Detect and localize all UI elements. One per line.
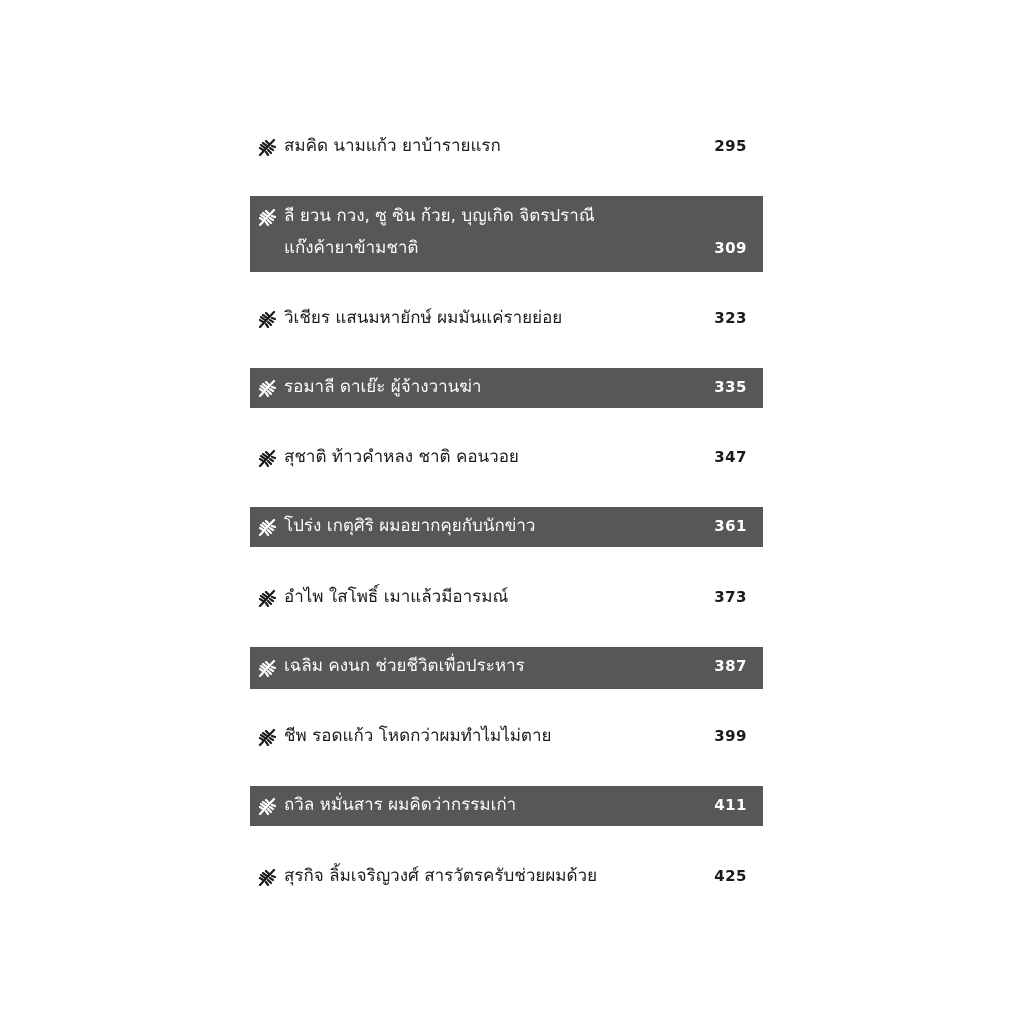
toc-entry-title: รอมาลี ดาเย๊ะ ผู้จ้างวานฆ่า [284,377,482,397]
toc-entry-title: อำไพ ใสโพธิ์ เมาแล้วมีอารมณ์ [284,587,509,607]
toc-entry-page: 425 [714,867,747,885]
toc-entry-title: ชีพ รอดแก้ว โหดกว่าผมทำไมไม่ตาย [284,726,552,746]
toc-entry-title: สุชาติ ท้าวคำหลง ชาติ คอนวอย [284,447,519,467]
toc-entry[interactable] [250,302,763,334]
toc-entry-page: 295 [714,137,747,155]
toc-entry-title: เฉลิม คงนก ช่วยชีวิตเพื่อประหาร [284,656,525,676]
toc-entry[interactable] [250,507,763,547]
toc-entry-page: 373 [714,588,747,606]
feather-bullet-icon [258,379,276,397]
toc-entry-page: 323 [714,309,747,327]
toc-entry-page: 411 [714,796,747,814]
toc-entry[interactable] [250,860,763,892]
toc-entry[interactable] [250,720,763,752]
feather-bullet-icon [258,518,276,536]
toc-entry-page: 335 [714,378,747,396]
feather-bullet-icon [258,868,276,886]
toc-entry-title: ลี ยวน กวง, ซู ซิน ก้วย, บุญเกิด จิตรปราณี [284,206,595,226]
feather-bullet-icon [258,728,276,746]
toc-entry-title: วิเชียร แสนมหายักษ์ ผมมันแค่รายย่อย [284,308,563,328]
toc-entry-page: 399 [714,727,747,745]
feather-bullet-icon [258,310,276,328]
feather-bullet-icon [258,659,276,677]
toc-entry-title: โปร่ง เกตุศิริ ผมอยากคุยกับนักข่าว [284,516,536,536]
toc-entry[interactable] [250,647,763,689]
toc-entry-page: 347 [714,448,747,466]
toc-entry-page: 309 [714,239,747,257]
feather-bullet-icon [258,208,276,226]
toc-entry-page: 387 [714,657,747,675]
toc-entry-title: สุรกิจ ลิ้มเจริญวงศ์ สารวัตรครับช่วยผมด้วย [284,866,598,886]
toc-entry[interactable] [250,368,763,408]
toc-entry-title-line2: แก๊งค้ายาข้ามชาติ [284,238,419,258]
toc-entry[interactable] [250,130,763,162]
toc-entry[interactable] [250,786,763,826]
toc-entry-title: สมคิด นามแก้ว ยาบ้ารายแรก [284,136,501,156]
toc-entry[interactable] [250,196,763,272]
feather-bullet-icon [258,589,276,607]
toc-entry-title: ถวิล หมั่นสาร ผมคิดว่ากรรมเก่า [284,795,517,815]
toc-entry[interactable] [250,441,763,473]
toc-entry[interactable] [250,581,763,613]
feather-bullet-icon [258,138,276,156]
feather-bullet-icon [258,449,276,467]
feather-bullet-icon [258,797,276,815]
toc-entry-page: 361 [714,517,747,535]
